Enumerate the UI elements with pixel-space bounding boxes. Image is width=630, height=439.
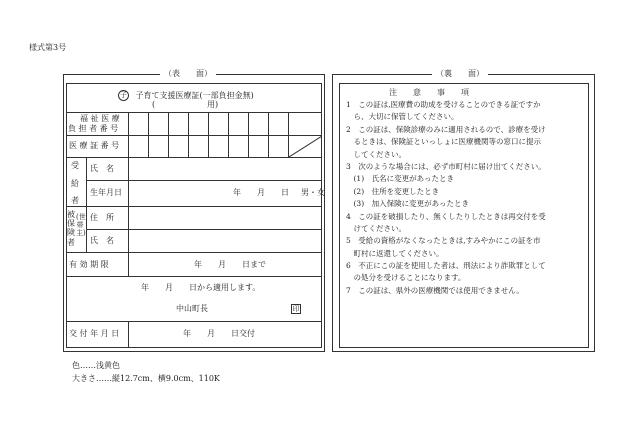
grid-line: [66, 252, 322, 253]
notes-line: 2 この証は、保険診療のみに適用されるので、診療を受け: [346, 124, 546, 134]
subtitle-left: (: [152, 100, 156, 109]
notes-line: るときは、保険証といっしょに医療機関等の窓口に提示: [346, 137, 541, 147]
front-title-row: [118, 90, 254, 101]
gender-value: 男・女: [301, 188, 325, 197]
notes-line: 7 この証は、県外の医療機関では使用できません。: [346, 285, 524, 295]
recipient-label-3: 者: [71, 196, 79, 205]
subtitle-right: 用): [207, 100, 219, 109]
notes-line: 1 この証は,医療費の助成を受けることのできる証ですか: [346, 100, 541, 109]
notes-line: 5 受給の資格がなくなったときは,すみやかにこの証を市: [346, 236, 541, 246]
size-line: 大きさ……縦12.7cm、横9.0cm、110K: [72, 374, 220, 383]
corner-diagonal: [289, 136, 322, 157]
notes-line: けてください。: [346, 223, 406, 233]
grid-line: [86, 157, 87, 252]
name-label: 氏 名: [90, 164, 114, 173]
grid-line: [66, 135, 322, 136]
grid-line: [188, 112, 189, 157]
grid-line: [128, 157, 129, 252]
insured-label: 被保険者: [67, 210, 75, 247]
medical-cert-label: 医 療 証 番 号: [69, 141, 120, 150]
notes-line: 3 次のような場合には、必ず市町村に届け出てください。: [346, 161, 546, 171]
welfare-label-2: 負 担 者 番 号: [68, 124, 119, 133]
address-label: 住 所: [90, 213, 114, 222]
grid-line: [248, 112, 249, 157]
grid-line: [66, 112, 322, 113]
notes-line: (2) 住所を変更したとき: [346, 186, 440, 196]
apply-text: 年 月 日から適用します。: [141, 283, 261, 292]
validity-value: 年 月 日まで: [194, 260, 266, 269]
form-number: 様式第3号: [29, 43, 67, 52]
notes-line: (1) 氏名に変更があったとき: [346, 174, 455, 184]
recipient-label-1: 受: [71, 161, 79, 170]
notes-line: の処分を受けることになります。: [346, 273, 466, 283]
recipient-label-2: 給: [71, 179, 79, 188]
household-label: (世帯主): [76, 213, 86, 238]
issue-date-label: 交 付 年 月 日: [69, 329, 120, 338]
grid-line: [66, 206, 322, 207]
validity-label: 有 効 期 限: [69, 260, 109, 269]
grid-line: [66, 157, 322, 158]
notes-line: ら、大切に保管してください。: [346, 112, 459, 122]
dob-value: 年 月 日: [233, 188, 289, 197]
grid-line: [128, 321, 129, 348]
back-section-label: （裏 面）: [432, 70, 488, 78]
notes-line: (3) 加入保険に変更があったとき: [346, 199, 470, 209]
issue-date-value: 年 月 日交付: [183, 329, 255, 338]
welfare-label-1: 福 祉 医 療: [80, 114, 120, 123]
notes-line: 町村に返還してください。: [346, 248, 444, 258]
grid-line: [128, 112, 129, 157]
grid-line: [208, 112, 209, 157]
notes-list: [346, 101, 586, 299]
grid-line: [66, 276, 322, 277]
color-line: 色……浅黄色: [72, 361, 120, 370]
dob-label: 生年月日: [90, 188, 122, 197]
grid-line: [128, 252, 129, 276]
grid-line: [168, 112, 169, 157]
issuer-name: 中山町長: [176, 304, 208, 313]
seal-icon: 印: [292, 305, 300, 313]
notes-line: してください。: [346, 149, 406, 159]
grid-line: [268, 112, 269, 157]
grid-line: [66, 321, 322, 322]
grid-line: [86, 180, 322, 181]
notes-line: 6 不正にこの証を使用した者は、刑法により詐欺罪として: [346, 261, 546, 271]
notes-heading: 注 意 事 項: [389, 88, 469, 97]
insured-name-label: 氏 名: [90, 236, 114, 245]
grid-line: [228, 112, 229, 157]
notes-line: 4 この証を破損したり、無くしたりしたときは再交付を受: [346, 211, 546, 221]
grid-line: [86, 229, 322, 230]
title-mark-icon: 子: [120, 91, 127, 99]
front-title: 子育て支援医療証(一部負担金無): [135, 90, 254, 100]
grid-line: [148, 112, 149, 157]
front-section-label: （表 面）: [160, 70, 216, 78]
